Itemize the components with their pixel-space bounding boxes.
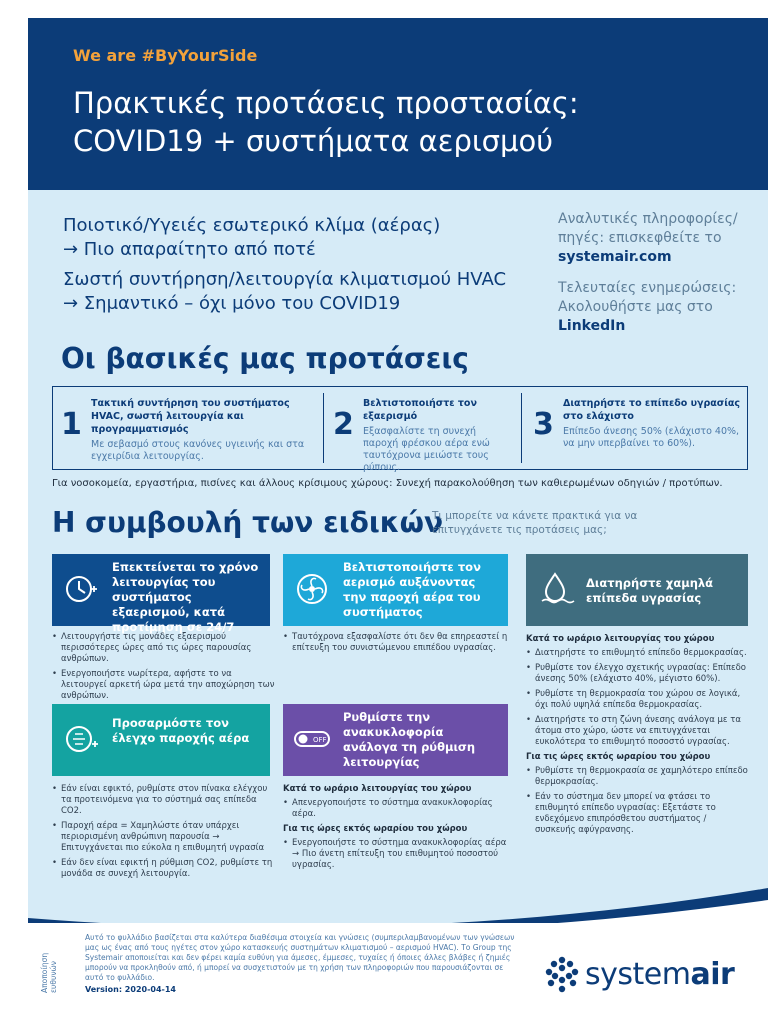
intro-line-4: → Σημαντικό – όχι μόνο του COVID19 (63, 293, 401, 314)
recommendation-number: 2 (333, 407, 354, 442)
list-item: • Εάν είναι εφικτό, ρυθμίστε στον πίνακα ελέγχου τα προτεινόμενα για το σύστημά σας επίπεδα CO2. (52, 784, 276, 817)
card-title: Προσαρμόστε τον έλεγχο παροχής αέρα (112, 716, 250, 745)
disclaimer (85, 933, 515, 995)
list-item: • Ενεργοποιήστε νωρίτερα, αφήστε το να λειτουργεί αρκετή ώρα μετά την αποχώρηση των ανθρώπων. (52, 669, 276, 702)
side-info (558, 210, 758, 348)
humidity-icon (534, 568, 576, 610)
logo-wordmark: systemair (585, 957, 735, 992)
card5-list (283, 782, 513, 875)
updates-text: Τελευταίες ενημερώσεις: Ακολουθήστε μας στο (558, 280, 737, 315)
systemair-logo (543, 955, 743, 995)
list-item: • Απενεργοποιήστε το σύστημα ανακυκλοφορίας αέρα. (283, 798, 513, 820)
recommendation-desc: Με σεβασμό στους κανόνες υγιεινής και στα εγχειρίδια λειτουργίας. (91, 439, 305, 462)
linkedin-link[interactable]: LinkedIn (558, 318, 626, 334)
card-title: Βελτιστοποιήστε τον αερισμό αυξάνοντας την παροχή αέρα του συστήματος (343, 560, 481, 619)
recommendation-title: Τακτική συντήρηση του συστήματος HVAC, σωστή λειτουργία και προγραμματισμός (91, 398, 290, 435)
title-line-2: COVID19 + συστήματα αερισμού (73, 124, 554, 158)
card1-list (52, 632, 276, 706)
recommendation-1 (53, 387, 321, 469)
list-item: • Ρυθμίστε τη θερμοκρασία σε χαμηλότερο επίπεδο θερμοκρασίας. (526, 766, 748, 788)
experts-subtitle: Τι μπορείτε να κάνετε πρακτικά για να επιτυγχάνετε τις προτάσεις μας; (432, 510, 638, 536)
section-heading: Κατά το ωράριο λειτουργίας του χώρου (526, 634, 715, 644)
card-low-humidity (526, 554, 748, 626)
card-optimize-airflow (283, 554, 508, 626)
intro-statements (63, 214, 533, 322)
list-item: • Λειτουργήστε τις μονάδες εξαερισμού περισσότερες ώρες από τις ώρες παρουσίας ανθρώπων. (52, 632, 276, 665)
list-item: • Ταυτόχρονα εξασφαλίστε ότι δεν θα επηρεαστεί η επίτευξη του συνιστώμενου επιπέδου υγρασίας. (283, 632, 513, 654)
title-line-1: Πρακτικές προτάσεις προστασίας: (73, 86, 579, 120)
section-heading: Για τις ώρες εκτός ωραρίου του χώρου (283, 824, 468, 834)
recommendations-box (52, 386, 748, 473)
list-item: • Ρυθμίστε τη θερμοκρασία του χώρου σε λογικά, όχι πολύ υψηλά επίπεδα θερμοκρασίας. (526, 689, 748, 711)
card-airflow-control (52, 704, 270, 776)
header-banner (28, 18, 768, 190)
list-item: • Παροχή αέρα = Χαμηλώστε όταν υπάρχει περιορισμένη ανθρώπινη παρουσία → Επιτυγχάνεται πιο εύκολα η επιθυμητή υγρασία (52, 821, 276, 854)
card-title: Διατηρήστε χαμηλά επίπεδα υγρασίας (586, 576, 714, 605)
systemair-link[interactable]: systemair.com (558, 249, 672, 265)
intro-line-2: → Πιο απαραίτητο από ποτέ (63, 239, 316, 260)
section-heading: Κατά το ωράριο λειτουργίας του χώρου (283, 784, 472, 794)
list-item: • Ρυθμίστε τον έλεγχο σχετικής υγρασίας: Επίπεδο άνεσης 50% (ελάχιστο 40%, μέγιστο 60%). (526, 663, 748, 685)
card-title: Ρυθμίστε την ανακυκλοφορία ανάλογα τη ρύθμιση λειτουργίας (343, 710, 476, 769)
tagline: We are #ByYourSide (73, 46, 258, 65)
recommendations-heading: Οι βασικές μας προτάσεις (61, 342, 469, 375)
card-recirculation (283, 704, 508, 776)
footer (28, 923, 768, 1024)
experts-heading: Η συμβουλή των ειδικών (52, 506, 444, 539)
logo-dots-icon (543, 955, 581, 993)
recommendation-3 (525, 387, 747, 469)
recirculation-toggle-icon (291, 718, 333, 760)
card-extend-runtime (52, 554, 270, 634)
divider (323, 393, 324, 463)
recommendation-title: Βελτιστοποιήστε τον εξαερισμό (363, 398, 477, 422)
version: Version: 2020-04-14 (85, 985, 176, 994)
recommendation-2 (325, 387, 521, 473)
critical-spaces-note: Για νοσοκομεία, εργαστήρια, πισίνες και άλλους κρίσιμους χώρους: Συνεχή παρακολούθηση των καθιερωμένων οδηγιών / προτύπων. (52, 478, 723, 489)
list-item: • Ενεργοποιήστε το σύστημα ανακυκλοφορίας αέρα → Πιο άνετη επίτευξη του επιθυμητού ποσοστού υγρασίας. (283, 838, 513, 871)
card3-list (526, 632, 748, 840)
svg-text:OFF: OFF (313, 736, 327, 744)
card-title: Επεκτείνεται το χρόνο λειτουργίας του συστήματος εξαερισμού, κατά προτίμηση σε 24/7 (112, 560, 259, 634)
list-item: • Εάν δεν είναι εφικτή η ρύθμιση CO2, ρυθμίστε τη μονάδα σε συνεχή λειτουργία. (52, 858, 276, 880)
card4-list (52, 784, 276, 884)
info-text: Αναλυτικές πληροφορίες/ πηγές: επισκεφθείτε το (558, 211, 738, 246)
recommendation-number: 1 (61, 407, 82, 442)
poster (28, 18, 768, 1024)
disclaimer-text: Αυτό το φυλλάδιο βασίζεται στα καλύτερα διαθέσιμα στοιχεία και γνώσεις (συμπεριλαμβανομένων των γνώσεων μας ως ένας από τους ηγέτες στον χώρο κατασκευής συστημάτων κλιματισμού – αερισμού HVAC). Το Group της Systemair αποποιείται και δεν φέρει καμία ευθύνη για άμεσες, έμμεσες, τυχαίες ή όποιες άλλες βλάβες ή ζημιές μπορούν να προκληθούν από, ή μπορεί να συσχετιστούν με τη χρήση των πληροφοριών που παρουσιάζονται σε αυτό το φυλλάδιο. (85, 933, 515, 982)
section-heading: Για τις ώρες εκτός ωραρίου του χώρου (526, 752, 711, 762)
list-item: • Εάν το σύστημα δεν μπορεί να φτάσει το επιθυμητό επίπεδο υγρασίας: Εξετάστε το ενδεχόμενο επιπρόσθετου συστήματος / συσκευής αφύγρανσης. (526, 792, 748, 836)
airflow-control-icon (60, 718, 102, 760)
intro-line-1: Ποιοτικό/Υγειές εσωτερικό κλίμα (αέρας) (63, 215, 441, 236)
disclaimer-label: Αποποίηση ευθυνών (40, 952, 58, 993)
intro-line-3: Σωστή συντήρηση/λειτουργία κλιματισμού HVAC (63, 269, 507, 290)
fan-icon (291, 568, 333, 610)
divider (521, 393, 522, 463)
recommendation-desc: Εξασφαλίστε τη συνεχή παροχή φρέσκου αέρα ενώ ταυτόχρονα μειώστε τους ρύπους. (363, 426, 490, 473)
list-item: • Διατηρήστε το επιθυμητό επίπεδο θερμοκρασίας. (526, 648, 748, 659)
list-item: • Διατηρήστε το στη ζώνη άνεσης ανάλογα με τα άτομα στο χώρο, ώστε να επιτυγχάνεται ευκολότερα το επιθυμητό ποσοστό υγρασίας. (526, 715, 748, 748)
card2-list (283, 632, 513, 658)
recommendation-desc: Επίπεδο άνεσης 50% (ελάχιστο 40%, να μην υπερβαίνει το 60%). (563, 426, 740, 449)
recommendation-title: Διατηρήστε το επίπεδο υγρασίας στο ελάχιστο (563, 398, 741, 422)
recommendation-number: 3 (533, 407, 554, 442)
page-title (73, 84, 579, 160)
clock-icon (60, 568, 102, 610)
